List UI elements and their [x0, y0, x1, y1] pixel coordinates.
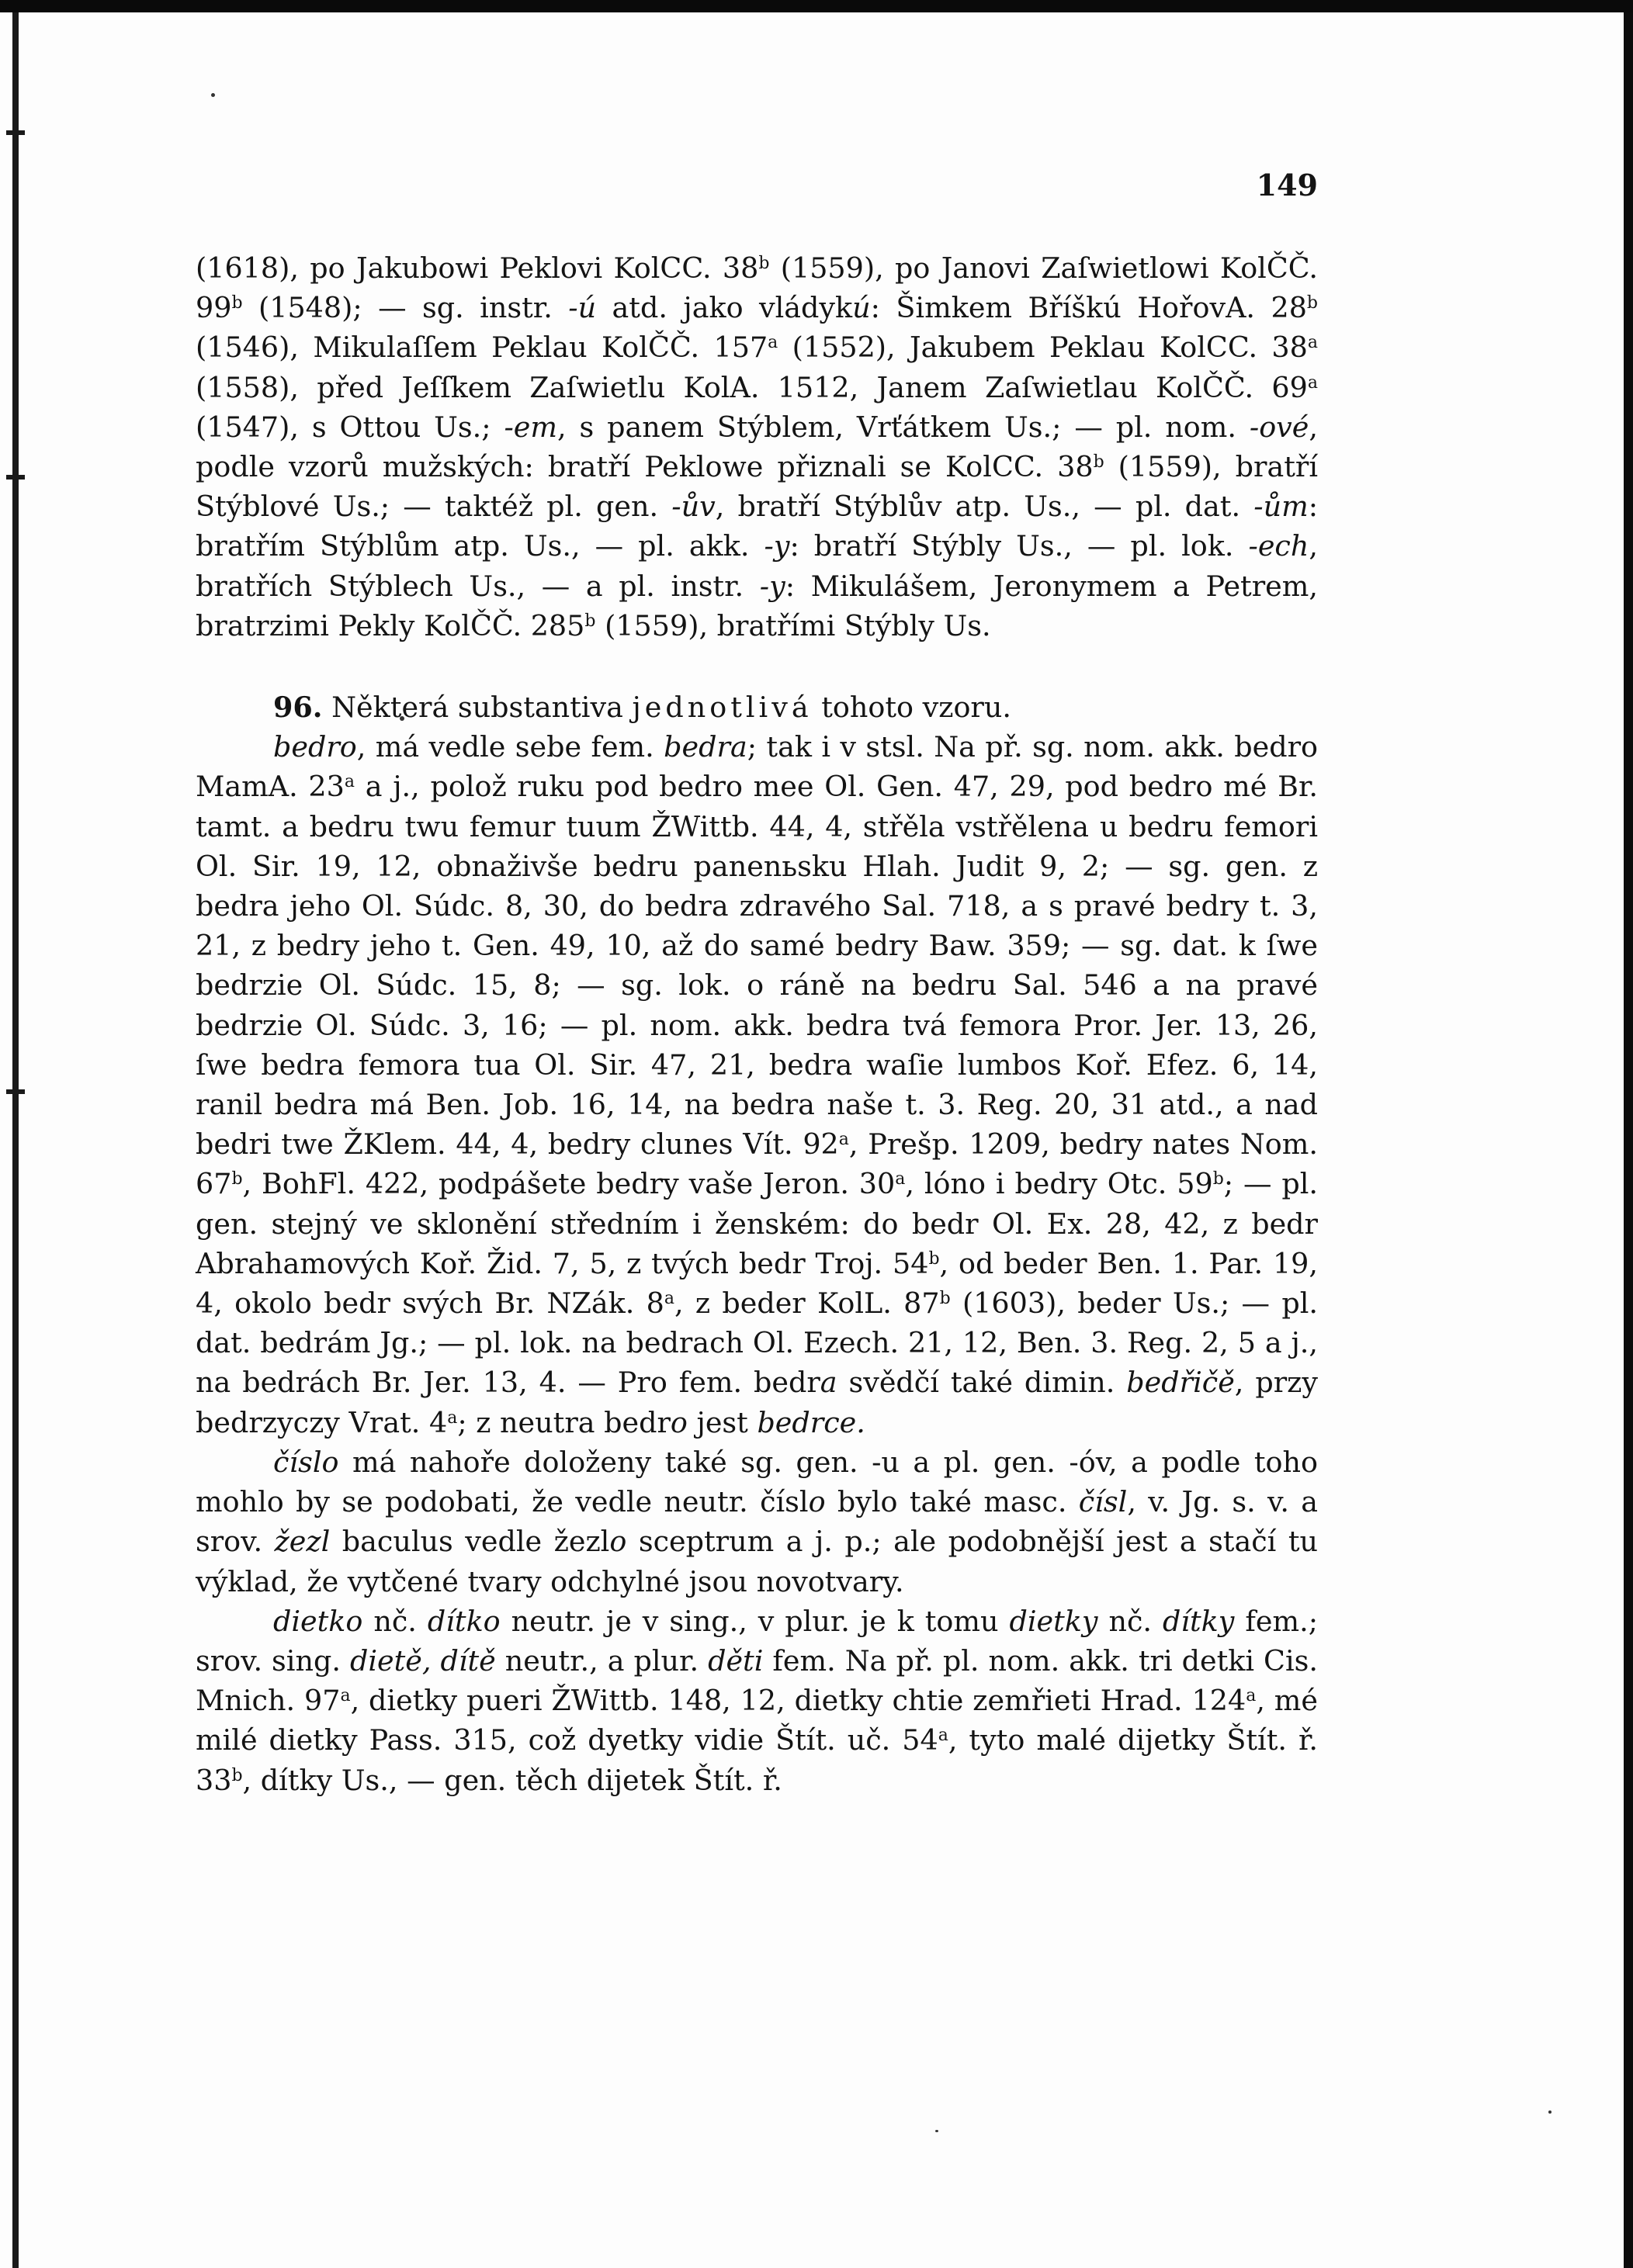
text-run: , dietky pueri ŽWittb. 148, 12, dietky chtie zemřieti Hrad. 124 [350, 1684, 1246, 1718]
text-run: neutr., a plur. [495, 1643, 709, 1678]
scan-speck [211, 93, 215, 97]
entry-paragraph-cislo [196, 1442, 1318, 1601]
text-run: fem. Na př. pl. nom. akk. tri detki Cis. Mnich. 97 [196, 1643, 1318, 1718]
folio-side-superscript: a [1307, 372, 1318, 393]
folio-side-superscript: b [1093, 452, 1104, 473]
folio-side-superscript: a [838, 1130, 849, 1150]
text-run: , z beder KolL. 87 [674, 1286, 940, 1321]
text-run: nč. [362, 1604, 428, 1638]
text-run: ; z neutra bedr [457, 1405, 671, 1439]
text-run: : Šimkem Bříškú HořovA. 28 [870, 291, 1307, 325]
folio-side-superscript: b [231, 1765, 243, 1785]
text-run: jest [687, 1405, 758, 1439]
text-run: má nahoře doloženy také sg. gen. -u a pl. gen. -óv, a podle toho mohlo by se podobati, že vedle neutr. čísl [196, 1445, 1318, 1519]
italic-term: -y [764, 529, 790, 563]
folio-side-superscript: b [584, 611, 596, 631]
text-run: , tyto malé dijetky Štít. ř. 33 [196, 1723, 1318, 1797]
section-heading-text-end: tohoto vzoru. [812, 691, 1011, 725]
text-run: ; — pl. gen. stejný ve sklonění středním i ženském: do bedr Ol. Ex. 28, 42, z bedr Abrahamových Koř. Žid. 7, 5, z tvých bedr Troj. 54 [196, 1167, 1319, 1280]
italic-term: ú [852, 291, 871, 325]
entry-paragraph-dietko [196, 1601, 1318, 1800]
text-run: , má vedle sebe fem. [356, 730, 664, 764]
scan-left-binding-edge [12, 12, 19, 2268]
text-run: a j., polož ruku pod bedro mee Ol. Gen. 47, 29, pod bedro mé Br. tamt. a bedru twu femur tuum ŽWittb. 44, 4, střěla vstřělena u bedru femori Ol. Sir. 19, 12, obnaživše bedru panenьsku Hlah. Judit 9, 2; — sg. gen. z bedra jeho Ol. Súdc. 8, 30, do bedra zdravého Sal. 718, a s pravé bedry t. 3, 21, z bedry jeho t. Gen. 49, 10, až do samé bedry Baw. 359; — sg. dat. k ſwe bedrzie Ol. Súdc. 15, 8; — sg. lok. o ráně na bedru Sal. 546 a na pravé bedrzie Ol. Súdc. 3, 16; — pl. nom. akk. bedra tvá femora Pror. Jer. 13, 26, ſwe bedra femora tua Ol. Sir. 47, 21, bedra waſie lumbos Koř. Efez. 6, 14, ranil bedra má Ben. Job. 16, 14, na bedra naše t. 3. Reg. 20, 31 atd., a nad bedri twe ŽKlem. 44, 4, bedry clunes Vít. 92 [196, 770, 1318, 1162]
text-run: ; tak i v stsl. Na př. sg. nom. akk. bedro MamA. 23 [196, 730, 1318, 804]
folio-side-superscript: b [1212, 1169, 1224, 1189]
italic-term: žezl [274, 1525, 331, 1559]
italic-term: o [609, 1525, 627, 1559]
folio-side-superscript: a [1246, 1686, 1257, 1706]
folio-side-superscript: a [344, 772, 355, 792]
page-number: 149 [1256, 168, 1318, 203]
body-text [196, 248, 1318, 1800]
folio-side-superscript: b [928, 1248, 940, 1269]
italic-term: -em [504, 410, 557, 444]
text-run: (1559), bratří Stýblové Us.; — taktéž pl. gen. [196, 450, 1318, 524]
entry-paragraph-bedro [196, 727, 1318, 1442]
italic-term: -ové [1249, 410, 1309, 444]
folio-side-superscript: a [895, 1169, 906, 1189]
folio-side-superscript: b [231, 293, 243, 313]
text-run: sceptrum a j. p.; ale podobnější jest a stačí tu výklad, že vytčené tvary odchylné jsou novotvary. [196, 1525, 1319, 1598]
folio-side-superscript: b [758, 254, 770, 273]
text-run: (1559), bratřími Stýbly Us. [595, 608, 991, 642]
italic-term: čísl [1078, 1485, 1128, 1519]
section-heading-text: Některá substantiva [322, 691, 633, 725]
text-run: , Prešp. 1209, bedry nates Nom. 67 [196, 1127, 1318, 1201]
scan-top-edge [0, 0, 1633, 12]
italic-term: dietko [273, 1604, 363, 1638]
italic-term: děti [708, 1643, 764, 1678]
italic-term: -y [759, 569, 785, 603]
italic-term: bedřičě [1126, 1366, 1235, 1400]
section-number: 96. [273, 691, 323, 725]
scan-speck [1548, 2110, 1552, 2114]
italic-term: dítky [1162, 1604, 1235, 1638]
text-run: : bratří Stýbly Us., — pl. lok. [789, 529, 1249, 563]
text-run: , BohFl. 422, podpášete bedry vaše Jeron. 30 [242, 1167, 896, 1201]
italic-term: dietě, dítě [349, 1643, 496, 1678]
text-run: nč. [1097, 1604, 1163, 1638]
text-run: (1603), beder Us.; — pl. dat. bedrám Jg.; — pl. lok. na bedrach Ol. Ezech. 21, 12, Ben. 3. Reg. 2, 5 a j., na bedrách Br. Jer. 13, 4. — Pro fem. bedr [196, 1286, 1318, 1400]
italic-term: bedra [664, 730, 747, 764]
text-run: neutr. je v sing., v plur. je k tomu [500, 1604, 1010, 1638]
text-run: , dítky Us., — gen. těch dijetek Štít. ř. [242, 1763, 782, 1797]
binding-tick-mark [6, 475, 25, 480]
text-run: (1559), po Janovi Zaſwietlowi KolČČ. 99 [196, 251, 1318, 325]
italic-term: a [820, 1366, 837, 1400]
text-run: fem.; srov. sing. [196, 1604, 1318, 1678]
folio-side-superscript: a [664, 1289, 674, 1309]
binding-tick-mark [6, 130, 25, 135]
folio-side-superscript: a [447, 1408, 458, 1428]
text-run: svědčí také dimin. [837, 1366, 1127, 1400]
scan-right-edge [1624, 12, 1633, 2268]
folio-side-superscript: b [231, 1169, 243, 1189]
text-run: (1548); — sg. instr. [242, 291, 569, 325]
folio-side-superscript: a [938, 1726, 948, 1746]
text-run: , od beder Ben. 1. Par. 19, 4, okolo bedr svých Br. NZák. 8 [196, 1246, 1319, 1321]
section-96-heading [196, 687, 1318, 727]
italic-term: -ech [1248, 529, 1309, 563]
text-run: , podle vzorů mužských: bratří Peklowe přiznali se KolCC. 38 [196, 410, 1318, 484]
text-run: (1618), po Jakubowi Peklovi KolCC. 38 [196, 251, 759, 285]
text-run: , bratřích Stýblech Us., — a pl. instr. [196, 529, 1318, 603]
italic-term: číslo [273, 1445, 339, 1479]
folio-side-superscript: a [1307, 333, 1318, 353]
text-run: , v. Jg. s. v. a srov. [196, 1485, 1319, 1559]
continuation-paragraph [196, 248, 1318, 646]
italic-term: o [808, 1485, 826, 1519]
text-run: , przy bedrzyczy Vrat. 4 [196, 1366, 1318, 1439]
text-run: atd. jako vládyk [596, 291, 853, 325]
text-run: bylo také masc. [825, 1485, 1079, 1519]
folio-side-superscript: a [340, 1686, 351, 1706]
italic-term: o [670, 1405, 688, 1439]
folio-side-superscript: b [939, 1289, 951, 1309]
italic-term: bedrce. [757, 1405, 865, 1439]
section-heading-spaced-word: jednotlivá [632, 691, 813, 725]
text-run: (1552), Jakubem Peklau KolCC. 38 [778, 331, 1308, 365]
text-run: : bratřím Stýblům atp. Us., — pl. akk. [196, 490, 1318, 563]
folio-side-superscript: a [768, 333, 778, 353]
italic-term: -ům [1253, 490, 1309, 524]
text-run: , lóno i bedry Otc. 59 [905, 1167, 1213, 1201]
italic-term: bedro [273, 730, 357, 764]
binding-tick-mark [6, 1089, 25, 1094]
italic-term: dítko [427, 1604, 501, 1638]
folio-side-superscript: b [1306, 293, 1319, 313]
text-run: , mé milé dietky Pass. 315, což dyetky vidie Štít. uč. 54 [196, 1684, 1318, 1757]
text-run: baculus vedle žezl [330, 1525, 610, 1559]
text-run: : Mikulášem, Jeronymem a Petrem, bratrzimi Pekly KolČČ. 285 [196, 569, 1318, 642]
text-run: , s panem Stýblem, Vrťátkem Us.; — pl. nom. [556, 410, 1250, 444]
scan-speck [935, 2130, 938, 2132]
italic-term: dietky [1009, 1604, 1098, 1638]
italic-term: -ův [671, 490, 716, 524]
text-run: , bratří Stýblův atp. Us., — pl. dat. [715, 490, 1254, 524]
text-run: (1558), před Jeſſkem Zaſwietlu KolA. 1512, Janem Zaſwietlau KolČČ. 69 [196, 370, 1308, 404]
text-run: (1546), Mikulaſſem Peklau KolČČ. 157 [196, 331, 768, 365]
text-run: (1547), s Ottou Us.; [196, 410, 504, 444]
italic-term: -ú [568, 291, 597, 325]
